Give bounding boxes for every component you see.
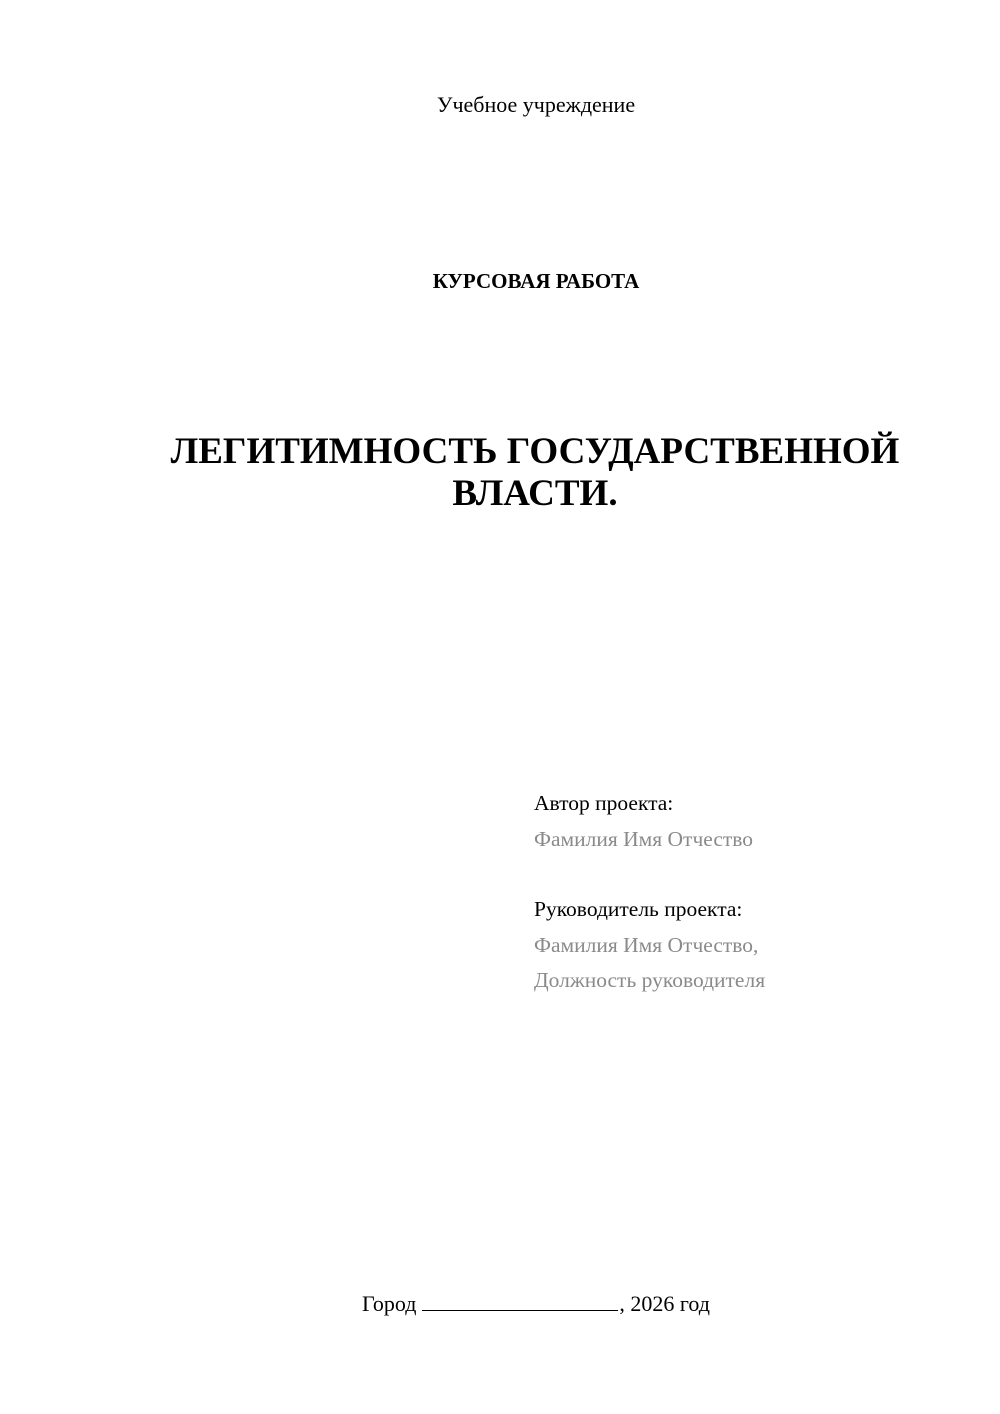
institution-name: Учебное учреждение xyxy=(436,92,636,117)
author-name: Фамилия Имя Отчество xyxy=(534,826,754,851)
supervisor-label: Руководитель проекта: xyxy=(534,897,743,921)
work-type-heading: КУРСОВАЯ РАБОТА xyxy=(432,269,640,293)
document-title: ЛЕГИТИМНОСТЬ ГОСУДАРСТВЕННОЙ ВЛАСТИ. xyxy=(170,431,900,514)
city-year-line xyxy=(0,1289,1000,1319)
signature-block xyxy=(534,786,974,999)
author-label: Автор проекта: xyxy=(534,791,674,815)
supervisor-position: Должность руководителя xyxy=(534,968,766,992)
year-text: , 2026 год xyxy=(619,1291,710,1316)
supervisor-name: Фамилия Имя Отчество, xyxy=(534,932,759,957)
spacer xyxy=(534,857,974,892)
city-label: Город xyxy=(362,1291,417,1316)
city-blank-line xyxy=(422,1290,618,1311)
